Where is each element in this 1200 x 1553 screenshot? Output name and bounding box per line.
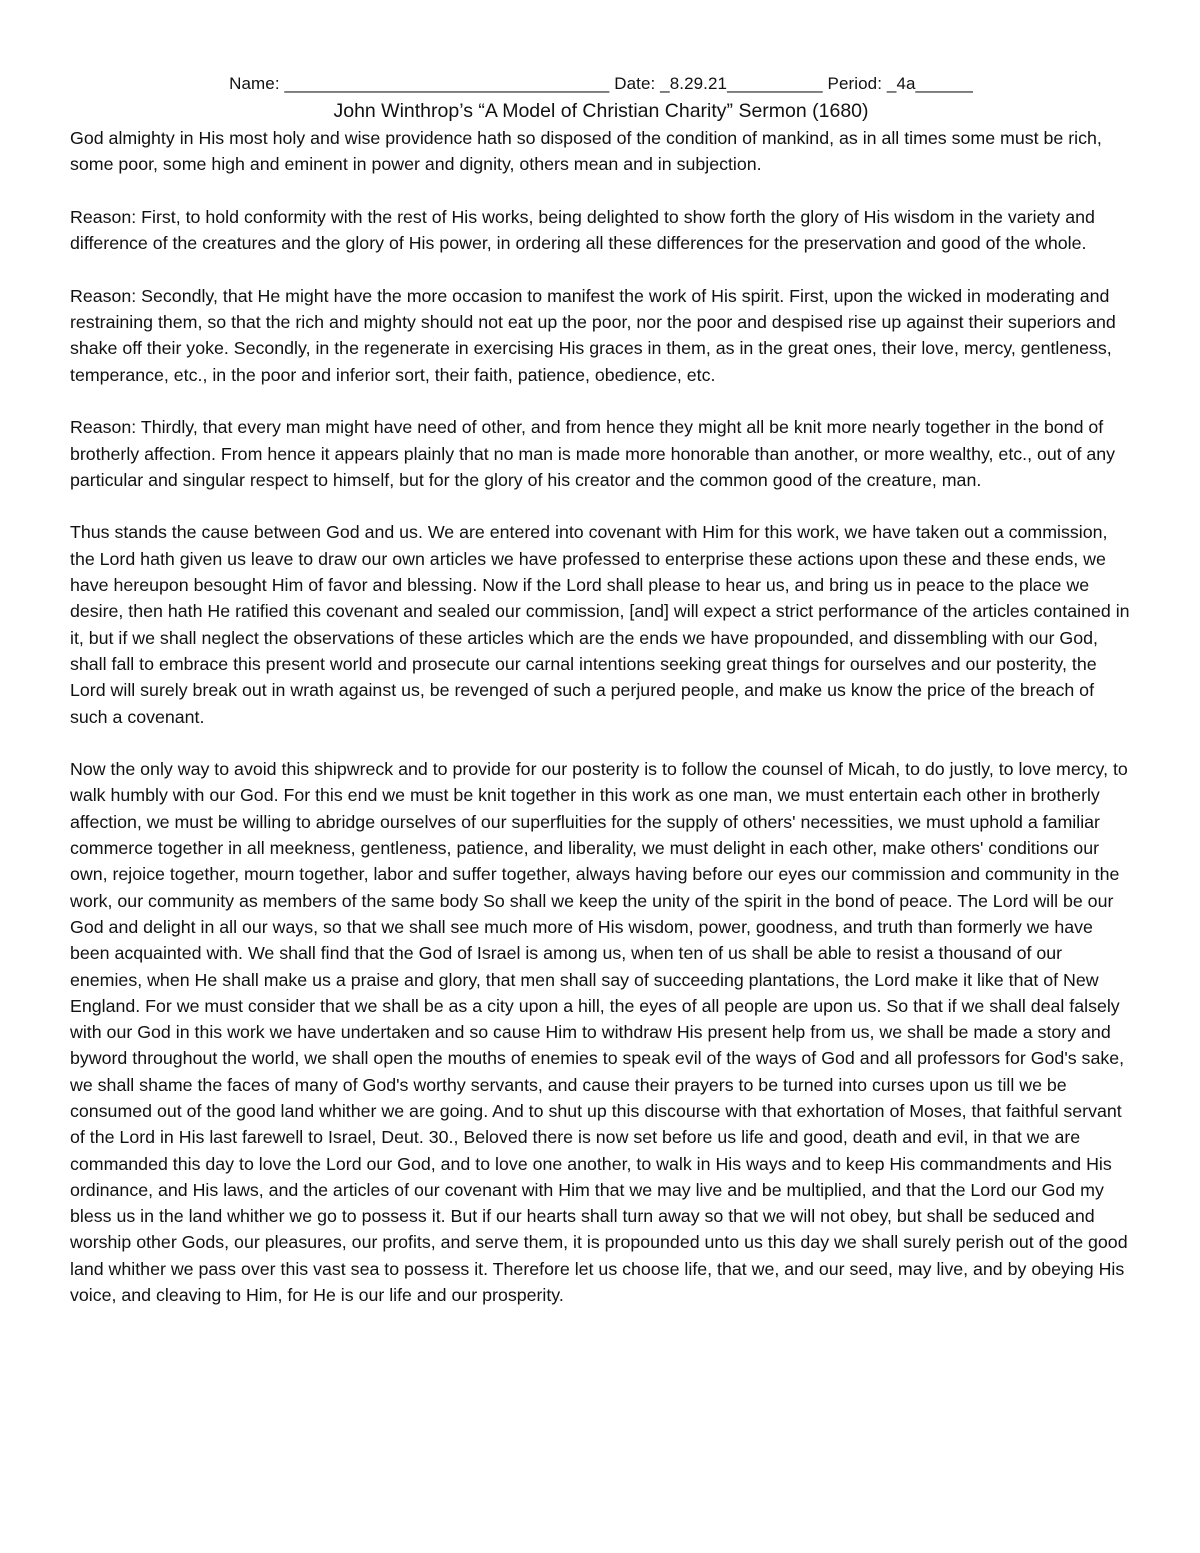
paragraph-reason-third: Reason: Thirdly, that every man might have need of other, and from hence they might all be knit more nearly together in the bond of brotherly affection. From hence it appears plainly that no man is made more honorable than another, or more wealthy, etc., out of any particular and singular respect to himself, but for the glory of his creator and the common good of the creature, man. bbox=[70, 417, 1116, 490]
document-page bbox=[70, 71, 1132, 1335]
date-field: Date: _8.29.21__________ bbox=[614, 74, 823, 93]
paragraph-city-upon-hill: Now the only way to avoid this shipwreck and to provide for our posterity is to follow the counsel of Micah, to do justly, to love mercy, to walk humbly with our God. For this end we must be knit together in this work as one man, we must entertain each other in brotherly affection, we must be willing to abridge ourselves of our superfluities for the supply of others' necessities, we must uphold a familiar commerce together in all meekness, gentleness, patience, and liberality, we must delight in each other, make others' conditions our own, rejoice together, mourn together, labor and suffer together, always having before our eyes our commission and community in the work, our community as members of the same body So shall we keep the unity of the spirit in the bond of peace. The Lord will be our God and delight in all our ways, so that we shall see much more of His wisdom, power, goodness, and truth than formerly we have been acquainted with. We shall find that the God of Israel is among us, when ten of us shall be able to resist a thousand of our enemies, when He shall make us a praise and glory, that men shall say of succeeding plantations, the Lord make it like that of New England. For we must consider that we shall be as a city upon a hill, the eyes of all people are upon us. So that if we shall deal falsely with our God in this work we have undertaken and so cause Him to withdraw His present help from us, we shall be made a story and byword throughout the world, we shall open the mouths of enemies to speak evil of the ways of God and all professors for God's sake, we shall shame the faces of many of God's worthy servants, and cause their prayers to be turned into curses upon us till we be consumed out of the good land whither we are going. And to shut up this discourse with that exhortation of Moses, that faithful servant of the Lord in His last farewell to Israel, Deut. 30., Beloved there is now set before us life and good, death and evil, in that we are commanded this day to love the Lord our God, and to love one another, to walk in His ways and to keep His commandments and His ordinance, and His laws, and the articles of our covenant with Him that we may live and be multiplied, and that the Lord our God my bless us in the land whither we go to possess it. But if our hearts shall turn away so that we will not obey, but shall be seduced and worship other Gods, our pleasures, our profits, and serve them, it is propounded unto us this day we shall surely perish out of the good land whither we pass over this vast sea to possess it. Therefore let us choose life, that we, and our seed, may live, and by obeying His voice, and cleaving to Him, for He is our life and our prosperity. bbox=[70, 759, 1128, 1306]
period-field: Period: _4a______ bbox=[827, 74, 973, 93]
document-title: John Winthrop’s “A Model of Christian Charity” Sermon (1680) bbox=[333, 100, 869, 122]
paragraph-covenant: Thus stands the cause between God and us. We are entered into covenant with Him for this work, we have taken out a commission, the Lord hath given us leave to draw our own articles we have professed to enterprise these actions upon these and these ends, we have hereupon besought Him of favor and blessing. Now if the Lord shall please to hear us, and bring us in peace to the place we desire, then hath He ratified this covenant and sealed our commission, [and] will expect a strict performance of the articles contained in it, but if we shall neglect the observations of these articles which are the ends we have propounded, and dissembling with our God, shall fall to embrace this present world and prosecute our carnal intentions seeking great things for ourselves and our posterity, the Lord will surely break out in wrath against us, be revenged of such a perjured people, and make us know the price of the breach of such a covenant. bbox=[70, 522, 1130, 727]
header-line bbox=[70, 71, 1132, 97]
paragraph-intro: God almighty in His most holy and wise providence hath so disposed of the condition of mankind, as in all times some must be rich, some poor, some high and eminent in power and dignity, others mean and in subjection. bbox=[70, 128, 1102, 175]
name-field: Name: __________________________________ bbox=[229, 74, 610, 93]
paragraph-reason-second: Reason: Secondly, that He might have the more occasion to manifest the work of His spirit. First, upon the wicked in moderating and restraining them, so that the rich and mighty should not eat up the poor, nor the poor and despised rise up against their superiors and shake off their yoke. Secondly, in the regenerate in exercising His graces in them, as in the great ones, their love, mercy, gentleness, temperance, etc., in the poor and inferior sort, their faith, patience, obedience, etc. bbox=[70, 285, 1116, 385]
paragraph-reason-first: Reason: First, to hold conformity with the rest of His works, being delighted to show forth the glory of His wisdom in the variety and difference of the creatures and the glory of His power, in ordering all these differences for the preservation and good of the whole. bbox=[70, 206, 1095, 254]
